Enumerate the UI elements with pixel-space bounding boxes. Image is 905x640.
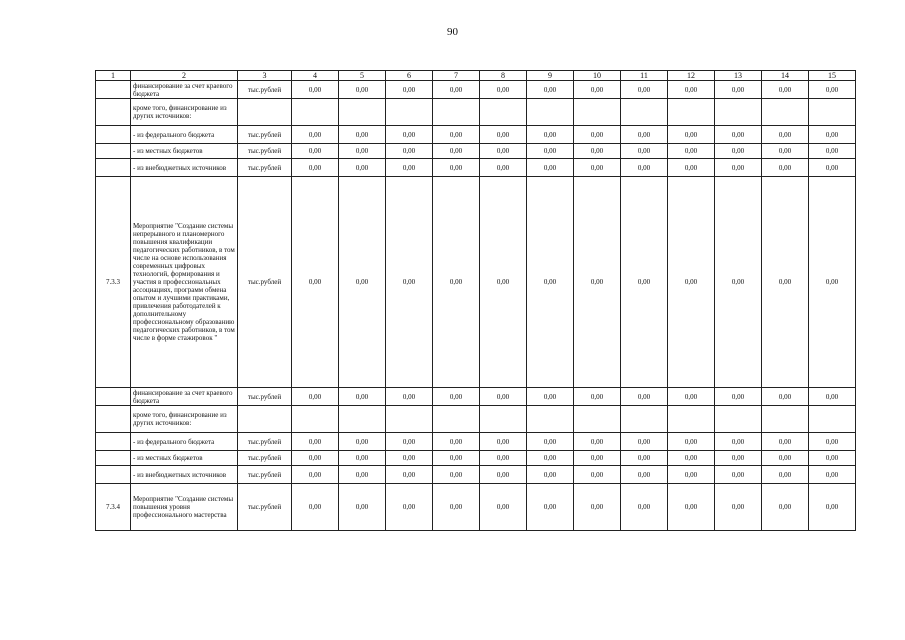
row-description: кроме того, финансирование из других источников: [131,99,238,126]
value-cell [809,406,856,433]
row-code [96,433,131,451]
value-cell: 0,00 [809,144,856,159]
row-code [96,126,131,144]
value-cell: 0,00 [621,126,668,144]
row-unit: тыс.рублей [238,159,292,177]
row-code [96,406,131,433]
row-description: финансирование за счет краевого бюджета [131,388,238,406]
column-header-4: 4 [292,71,339,81]
value-cell: 0,00 [527,388,574,406]
row-code: 7.3.4 [96,484,131,531]
row-unit: тыс.рублей [238,484,292,531]
value-cell: 0,00 [433,466,480,484]
table-row [96,406,856,433]
column-header-5: 5 [339,71,386,81]
value-cell: 0,00 [527,466,574,484]
budget-table [95,70,856,531]
column-header-1: 1 [96,71,131,81]
value-cell [480,406,527,433]
value-cell: 0,00 [386,484,433,531]
row-description: - из местных бюджетов [131,144,238,159]
value-cell: 0,00 [292,466,339,484]
row-unit: тыс.рублей [238,466,292,484]
value-cell: 0,00 [339,81,386,99]
row-code [96,99,131,126]
value-cell: 0,00 [621,144,668,159]
value-cell: 0,00 [574,126,621,144]
value-cell: 0,00 [668,466,715,484]
value-cell: 0,00 [433,451,480,466]
value-cell: 0,00 [480,388,527,406]
value-cell: 0,00 [574,81,621,99]
row-description: - из внебюджетных источников [131,466,238,484]
value-cell: 0,00 [386,159,433,177]
value-cell: 0,00 [480,484,527,531]
value-cell: 0,00 [715,177,762,388]
row-description: - из федерального бюджета [131,126,238,144]
value-cell [762,406,809,433]
value-cell [621,406,668,433]
value-cell: 0,00 [527,433,574,451]
value-cell: 0,00 [762,126,809,144]
value-cell: 0,00 [480,81,527,99]
table-row [96,159,856,177]
row-code [96,81,131,99]
column-header-2: 2 [131,71,238,81]
value-cell: 0,00 [292,159,339,177]
value-cell: 0,00 [339,466,386,484]
row-description: Мероприятие "Создание системы непрерывного и планомерного повышения квалификации педагогических работников, в том числе на основе использования современных цифровых технологий, формирования и участия в профессиональных ассоциациях, программ обмена опытом и лучшими практиками, привлечения работодателей к дополнительному профессиональному образованию педагогических работников, в том числе в форме стажировок " [131,177,238,388]
value-cell [433,406,480,433]
value-cell: 0,00 [339,484,386,531]
value-cell: 0,00 [292,81,339,99]
value-cell: 0,00 [809,159,856,177]
row-unit [238,99,292,126]
value-cell [339,406,386,433]
value-cell: 0,00 [574,177,621,388]
row-unit: тыс.рублей [238,451,292,466]
table-row [96,126,856,144]
value-cell: 0,00 [621,484,668,531]
row-description: кроме того, финансирование из других источников: [131,406,238,433]
row-code [96,144,131,159]
value-cell [715,406,762,433]
value-cell: 0,00 [386,433,433,451]
value-cell: 0,00 [386,177,433,388]
row-description: - из местных бюджетов [131,451,238,466]
value-cell [527,406,574,433]
value-cell: 0,00 [339,433,386,451]
row-unit: тыс.рублей [238,81,292,99]
table-row [96,451,856,466]
column-header-11: 11 [621,71,668,81]
value-cell: 0,00 [809,81,856,99]
value-cell: 0,00 [574,466,621,484]
value-cell: 0,00 [339,126,386,144]
table-row [96,484,856,531]
value-cell: 0,00 [527,451,574,466]
value-cell: 0,00 [527,159,574,177]
row-unit: тыс.рублей [238,388,292,406]
value-cell: 0,00 [527,81,574,99]
row-description: - из внебюджетных источников [131,159,238,177]
row-unit: тыс.рублей [238,177,292,388]
value-cell: 0,00 [292,433,339,451]
value-cell: 0,00 [574,159,621,177]
value-cell: 0,00 [339,144,386,159]
value-cell [715,99,762,126]
column-header-9: 9 [527,71,574,81]
row-code [96,466,131,484]
column-header-12: 12 [668,71,715,81]
value-cell: 0,00 [480,433,527,451]
value-cell: 0,00 [762,433,809,451]
value-cell: 0,00 [809,466,856,484]
page-number: 90 [447,26,458,38]
row-code [96,451,131,466]
value-cell: 0,00 [574,144,621,159]
table-row [96,144,856,159]
value-cell: 0,00 [527,177,574,388]
value-cell: 0,00 [668,484,715,531]
value-cell: 0,00 [668,451,715,466]
value-cell: 0,00 [527,484,574,531]
value-cell [668,406,715,433]
value-cell [480,99,527,126]
value-cell [527,99,574,126]
value-cell: 0,00 [621,177,668,388]
value-cell: 0,00 [809,484,856,531]
table-row [96,388,856,406]
column-header-7: 7 [433,71,480,81]
value-cell: 0,00 [339,177,386,388]
value-cell [386,406,433,433]
value-cell: 0,00 [762,144,809,159]
table-row [96,433,856,451]
header-row [96,71,856,81]
value-cell: 0,00 [668,126,715,144]
value-cell: 0,00 [668,144,715,159]
value-cell: 0,00 [762,466,809,484]
value-cell: 0,00 [668,159,715,177]
value-cell: 0,00 [433,177,480,388]
value-cell [292,406,339,433]
value-cell: 0,00 [527,144,574,159]
row-description: - из федерального бюджета [131,433,238,451]
value-cell [339,99,386,126]
column-header-6: 6 [386,71,433,81]
value-cell: 0,00 [433,159,480,177]
row-unit [238,406,292,433]
value-cell: 0,00 [715,126,762,144]
value-cell: 0,00 [668,81,715,99]
value-cell: 0,00 [433,126,480,144]
value-cell: 0,00 [715,144,762,159]
column-header-3: 3 [238,71,292,81]
value-cell: 0,00 [339,388,386,406]
value-cell: 0,00 [668,433,715,451]
value-cell: 0,00 [715,81,762,99]
value-cell: 0,00 [809,451,856,466]
row-code: 7.3.3 [96,177,131,388]
value-cell: 0,00 [433,144,480,159]
value-cell: 0,00 [292,144,339,159]
value-cell [621,99,668,126]
value-cell: 0,00 [715,388,762,406]
value-cell: 0,00 [621,388,668,406]
row-code [96,159,131,177]
value-cell: 0,00 [809,126,856,144]
value-cell: 0,00 [621,81,668,99]
value-cell: 0,00 [433,81,480,99]
value-cell [574,99,621,126]
value-cell: 0,00 [715,159,762,177]
table-row [96,81,856,99]
value-cell: 0,00 [574,451,621,466]
value-cell: 0,00 [762,159,809,177]
value-cell: 0,00 [621,451,668,466]
column-header-10: 10 [574,71,621,81]
column-header-15: 15 [809,71,856,81]
value-cell: 0,00 [668,177,715,388]
value-cell: 0,00 [292,451,339,466]
value-cell: 0,00 [809,177,856,388]
value-cell [433,99,480,126]
value-cell: 0,00 [480,451,527,466]
table-row [96,99,856,126]
value-cell: 0,00 [480,144,527,159]
value-cell: 0,00 [809,388,856,406]
row-unit: тыс.рублей [238,126,292,144]
row-description: финансирование за счет краевого бюджета [131,81,238,99]
value-cell: 0,00 [386,144,433,159]
table-row [96,466,856,484]
value-cell [762,99,809,126]
value-cell: 0,00 [574,388,621,406]
value-cell [809,99,856,126]
column-header-8: 8 [480,71,527,81]
value-cell: 0,00 [433,484,480,531]
value-cell: 0,00 [433,433,480,451]
value-cell: 0,00 [339,451,386,466]
value-cell: 0,00 [574,484,621,531]
row-unit: тыс.рублей [238,144,292,159]
value-cell: 0,00 [292,126,339,144]
value-cell: 0,00 [715,433,762,451]
value-cell: 0,00 [762,81,809,99]
column-header-14: 14 [762,71,809,81]
value-cell: 0,00 [339,159,386,177]
value-cell [574,406,621,433]
table-body [96,81,856,531]
value-cell: 0,00 [621,466,668,484]
value-cell: 0,00 [527,126,574,144]
value-cell: 0,00 [762,484,809,531]
value-cell [292,99,339,126]
value-cell: 0,00 [386,388,433,406]
value-cell [386,99,433,126]
value-cell: 0,00 [621,159,668,177]
value-cell: 0,00 [480,159,527,177]
value-cell: 0,00 [480,177,527,388]
value-cell: 0,00 [480,466,527,484]
value-cell: 0,00 [292,484,339,531]
row-code [96,388,131,406]
value-cell: 0,00 [386,81,433,99]
column-header-13: 13 [715,71,762,81]
value-cell: 0,00 [480,126,527,144]
row-unit: тыс.рублей [238,433,292,451]
value-cell: 0,00 [292,388,339,406]
value-cell: 0,00 [433,388,480,406]
value-cell: 0,00 [762,177,809,388]
value-cell: 0,00 [621,433,668,451]
value-cell: 0,00 [762,388,809,406]
value-cell: 0,00 [292,177,339,388]
row-description: Мероприятие "Создание системы повышения уровня профессионального мастерства [131,484,238,531]
table-row [96,177,856,388]
value-cell [668,99,715,126]
value-cell: 0,00 [715,484,762,531]
value-cell: 0,00 [809,433,856,451]
value-cell: 0,00 [386,126,433,144]
value-cell: 0,00 [762,451,809,466]
value-cell: 0,00 [574,433,621,451]
value-cell: 0,00 [715,466,762,484]
value-cell: 0,00 [386,451,433,466]
value-cell: 0,00 [386,466,433,484]
value-cell: 0,00 [668,388,715,406]
value-cell: 0,00 [715,451,762,466]
